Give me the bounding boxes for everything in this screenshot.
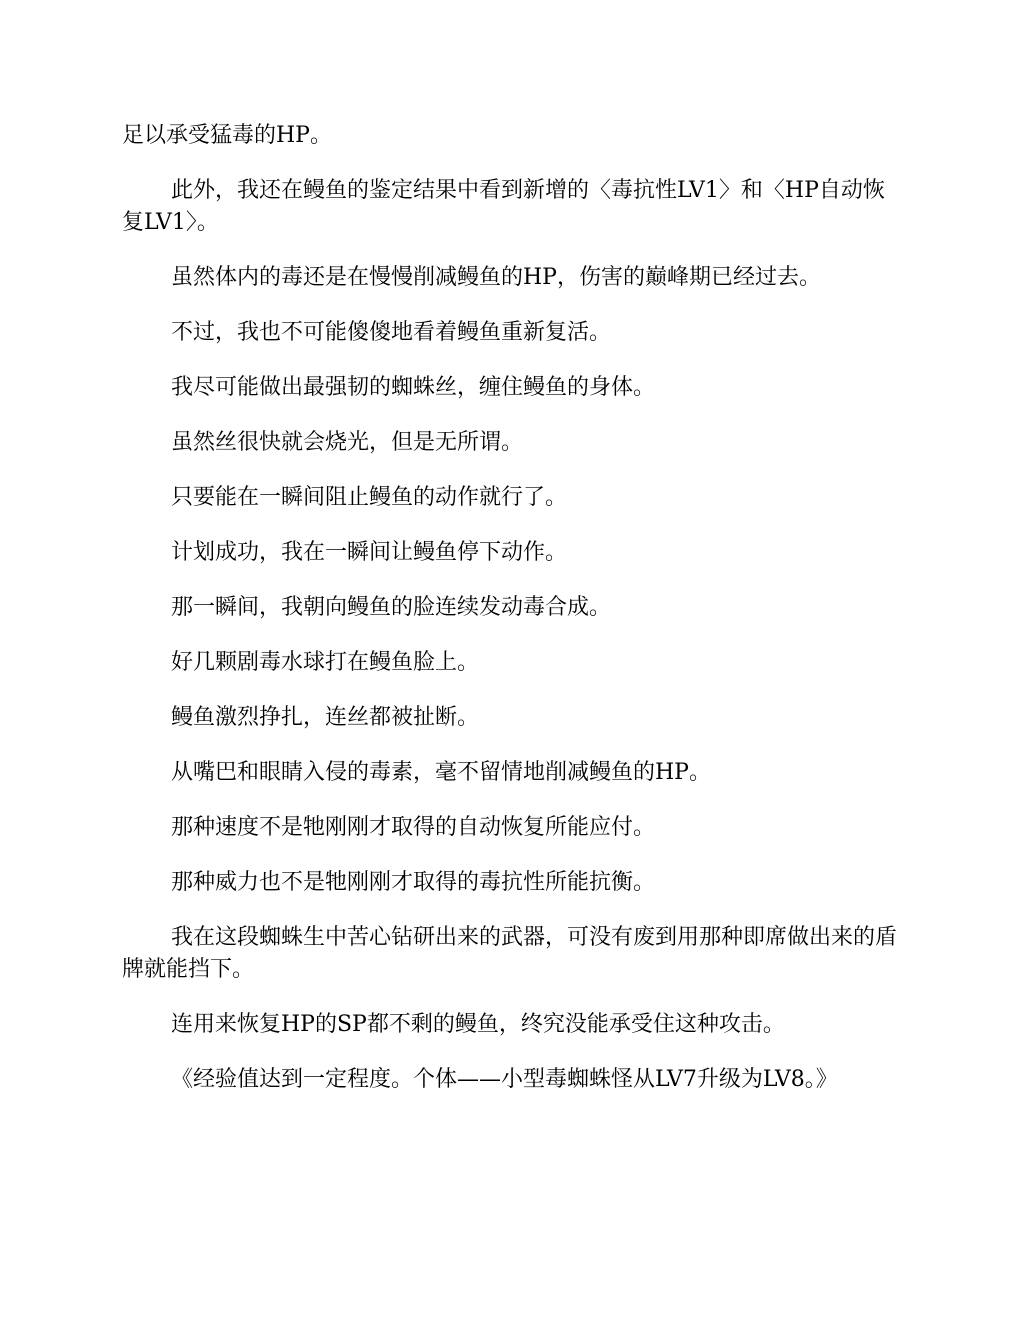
paragraph: 鳗鱼激烈挣扎，连丝都被扯断。 xyxy=(171,705,480,730)
paragraph: 虽然体内的毒还是在慢慢削减鳗鱼的HP，伤害的巅峰期已经过去。 xyxy=(171,265,821,290)
paragraph: 我在这段蜘蛛生中苦心钻研出来的武器，可没有废到用那种即席做出来的盾牌就能挡下。 xyxy=(122,925,898,982)
paragraph: 计划成功，我在一瞬间让鳗鱼停下动作。 xyxy=(171,540,568,565)
paragraph: 我尽可能做出最强韧的蜘蛛丝，缠住鳗鱼的身体。 xyxy=(171,375,656,400)
paragraph: 《经验值达到一定程度。个体——小型毒蜘蛛怪从LV7升级为LV8。》 xyxy=(171,1067,838,1092)
paragraph: 从嘴巴和眼睛入侵的毒素，毫不留情地削减鳗鱼的HP。 xyxy=(171,760,711,785)
paragraph: 那种速度不是牠刚刚才取得的自动恢复所能应付。 xyxy=(171,815,656,840)
paragraph: 只要能在一瞬间阻止鳗鱼的动作就行了。 xyxy=(171,485,568,510)
paragraph: 那种威力也不是牠刚刚才取得的毒抗性所能抗衡。 xyxy=(171,870,656,895)
document-body xyxy=(122,120,902,1119)
paragraph: 足以承受猛毒的HP。 xyxy=(122,123,332,148)
paragraph: 那一瞬间，我朝向鳗鱼的脸连续发动毒合成。 xyxy=(171,595,612,620)
paragraph: 好几颗剧毒水球打在鳗鱼脸上。 xyxy=(171,650,480,675)
paragraph: 连用来恢复HP的SP都不剩的鳗鱼，终究没能承受住这种攻击。 xyxy=(171,1012,785,1037)
paragraph: 此外，我还在鳗鱼的鉴定结果中看到新增的〈毒抗性LV1〉和〈HP自动恢复LV1〉。 xyxy=(122,178,885,235)
paragraph: 虽然丝很快就会烧光，但是无所谓。 xyxy=(171,430,524,455)
paragraph: 不过，我也不可能傻傻地看着鳗鱼重新复活。 xyxy=(171,320,612,345)
